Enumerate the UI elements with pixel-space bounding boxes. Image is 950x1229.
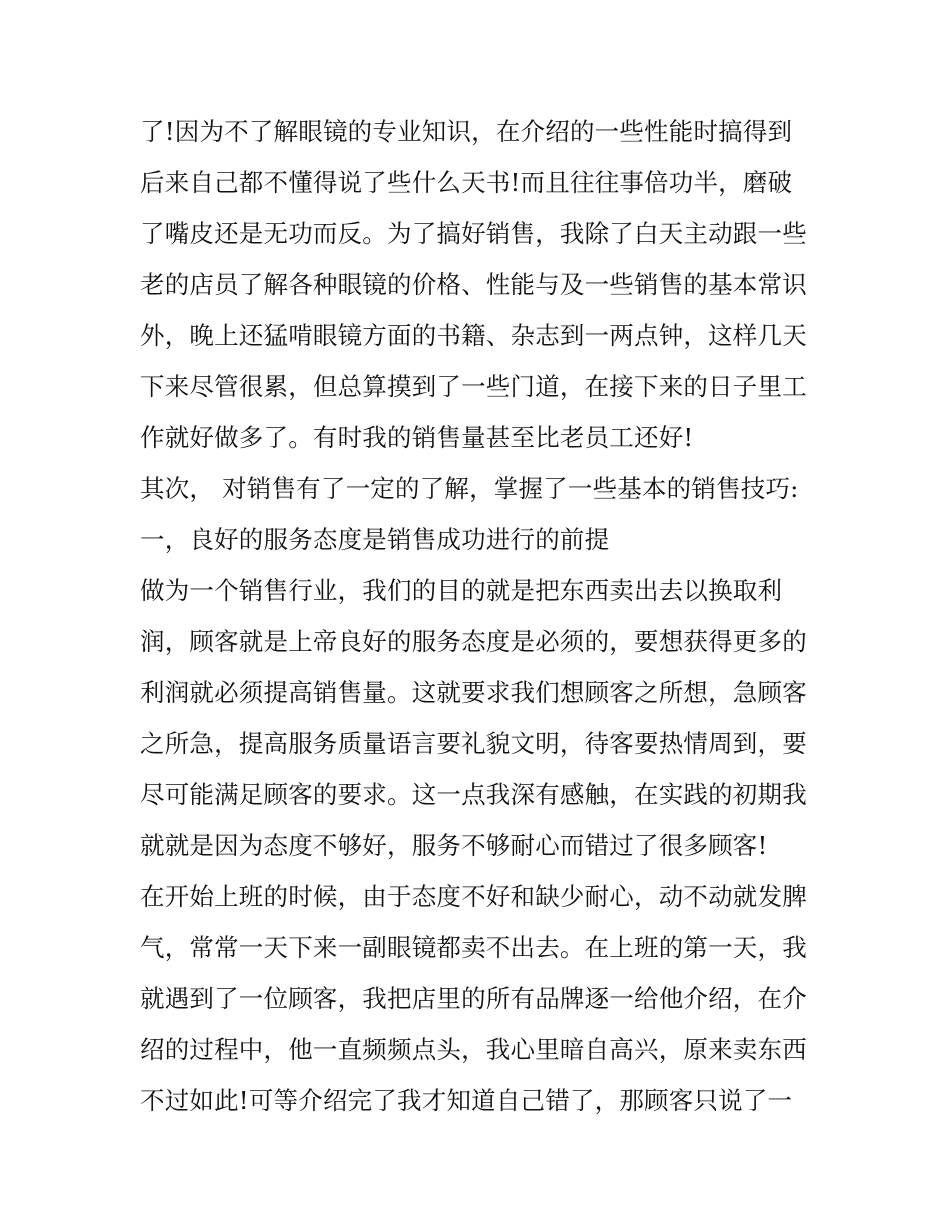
text-line: 下来尽管很累，但总算摸到了一些门道，在接下来的日子里工 (140, 372, 807, 401)
text-line: 就就是因为态度不够好，服务不够耐心而错过了很多顾客! (140, 831, 768, 860)
text-line: 润，顾客就是上帝良好的服务态度是必须的，要想获得更多的 (140, 627, 807, 656)
text-line: 老的店员了解各种眼镜的价格、性能与及一些销售的基本常识 (140, 270, 807, 299)
text-line: 了嘴皮还是无功而反。为了搞好销售，我除了白天主动跟一些 (140, 219, 807, 248)
text-line: 绍的过程中，他一直频频点头，我心里暗自高兴，原来卖东西 (140, 1035, 807, 1064)
text-line: 了!因为不了解眼镜的专业知识，在介绍的一些性能时搞得到 (140, 117, 793, 146)
text-line: 做为一个销售行业，我们的目的就是把东西卖出去以换取利 (140, 576, 783, 605)
text-line: 在开始上班的时候，由于态度不好和缺少耐心，动不动就发脾 (140, 882, 807, 911)
text-line: 作就好做多了。有时我的销售量甚至比老员工还好! (140, 423, 694, 452)
section-heading: 一，良好的服务态度是销售成功进行的前提 (140, 525, 610, 554)
text-line: 不过如此!可等介绍完了我才知道自己错了，那顾客只说了一 (140, 1086, 793, 1115)
text-line: 尽可能满足顾客的要求。这一点我深有感触，在实践的初期我 (140, 780, 807, 809)
section-intro-line: 其次， 对销售有了一定的了解，掌握了一些基本的销售技巧: (140, 474, 799, 503)
text-line: 后来自己都不懂得说了些什么天书!而且往往事倍功半，磨破 (140, 168, 793, 197)
text-line: 外，晚上还猛啃眼镜方面的书籍、杂志到一两点钟，这样几天 (140, 321, 807, 350)
text-line: 就遇到了一位顾客，我把店里的所有品牌逐一给他介绍，在介 (140, 984, 807, 1013)
text-line: 利润就必须提高销售量。这就要求我们想顾客之所想，急顾客 (140, 678, 807, 707)
text-line: 气，常常一天下来一副眼镜都卖不出去。在上班的第一天，我 (140, 933, 807, 962)
body-text (140, 106, 830, 1126)
text-line: 之所急，提高服务质量语言要礼貌文明，待客要热情周到，要 (140, 729, 807, 758)
